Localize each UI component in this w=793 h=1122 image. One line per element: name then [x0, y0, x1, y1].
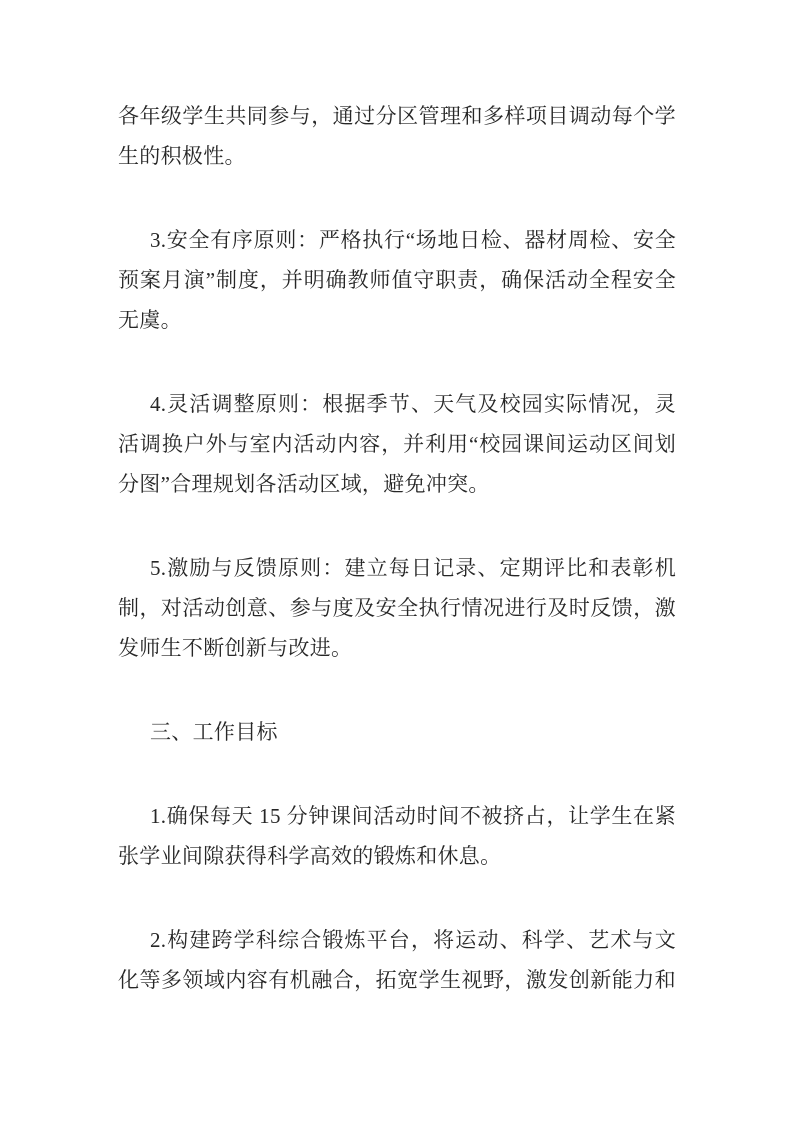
- paragraph-goal-1: 1.确保每天 15 分钟课间活动时间不被挤占，让学生在紧张学业间隙获得科学高效的锻炼和休息。: [118, 804, 676, 868]
- paragraph-continuation: 各年级学生共同参与，通过分区管理和多样项目调动每个学生的积极性。: [118, 104, 676, 168]
- paragraph-goal-2: 2.构建跨学科综合锻炼平台，将运动、科学、艺术与文化等多领域内容有机融合，拓宽学生视野，激发创新能力和: [118, 928, 676, 992]
- paragraph-principle-5-incentive: 5.激励与反馈原则：建立每日记录、定期评比和表彰机制，对活动创意、参与度及安全执行情况进行及时反馈，激发师生不断创新与改进。: [118, 556, 676, 660]
- paragraph-principle-4-flexibility: 4.灵活调整原则：根据季节、天气及校园实际情况，灵活调换户外与室内活动内容，并利用“校园课间运动区间划分图”合理规划各活动区域，避免冲突。: [118, 392, 676, 496]
- section-heading-work-goals: 三、工作目标: [150, 720, 278, 744]
- paragraph-principle-3-safety: 3.安全有序原则：严格执行“场地日检、器材周检、安全预案月演”制度，并明确教师值守职责，确保活动全程安全无虞。: [118, 228, 676, 332]
